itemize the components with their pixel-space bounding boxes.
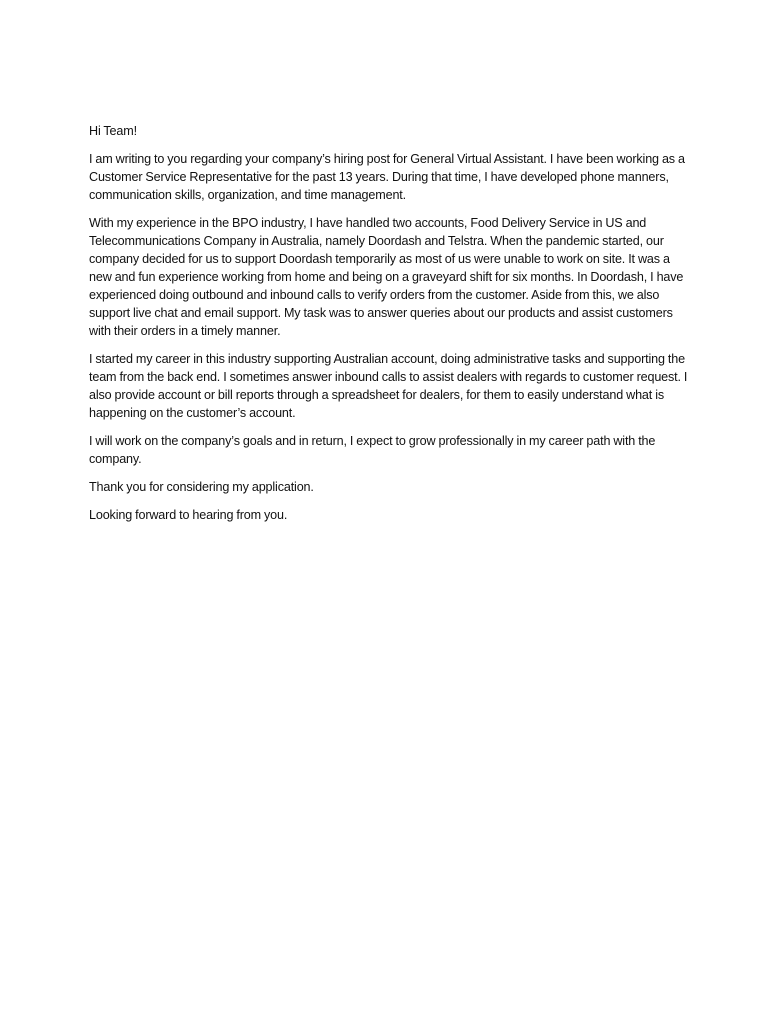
letter-paragraph-career-start: I started my career in this industry supporting Australian account, doing administrative tasks and supporting the team from the back end. I sometimes answer inbound calls to assist dealers with regards to customer request. I also provide account or bill reports through a spreadsheet for dealers, for them to easily understand what is happening on the customer’s account. xyxy=(89,352,688,420)
letter-paragraph-intro: I am writing to you regarding your company’s hiring post for General Virtual Assistant. I have been working as a Customer Service Representative for the past 13 years. During that time, I have developed phone manners, communication skills, organization, and time management. xyxy=(89,152,685,202)
cover-letter-body xyxy=(89,122,689,534)
letter-paragraph-thanks: Thank you for considering my application. xyxy=(89,480,314,494)
letter-paragraph-experience: With my experience in the BPO industry, I have handled two accounts, Food Delivery Service in US and Telecommunications Company in Australia, namely Doordash and Telstra. When the pandemic started, our company decided for us to support Doordash temporarily as most of us were unable to work on site. It was a new and fun experience working from home and being on a graveyard shift for six months. In Doordash, I have experienced doing outbound and inbound calls to verify orders from the customer. Aside from this, we also support live chat and email support. My task was to answer queries about our products and assist customers with their orders in a timely manner. xyxy=(89,216,684,338)
letter-closing: Looking forward to hearing from you. xyxy=(89,508,288,522)
letter-greeting: Hi Team! xyxy=(89,124,137,138)
letter-paragraph-goals: I will work on the company’s goals and in return, I expect to grow professionally in my career path with the company. xyxy=(89,434,656,466)
